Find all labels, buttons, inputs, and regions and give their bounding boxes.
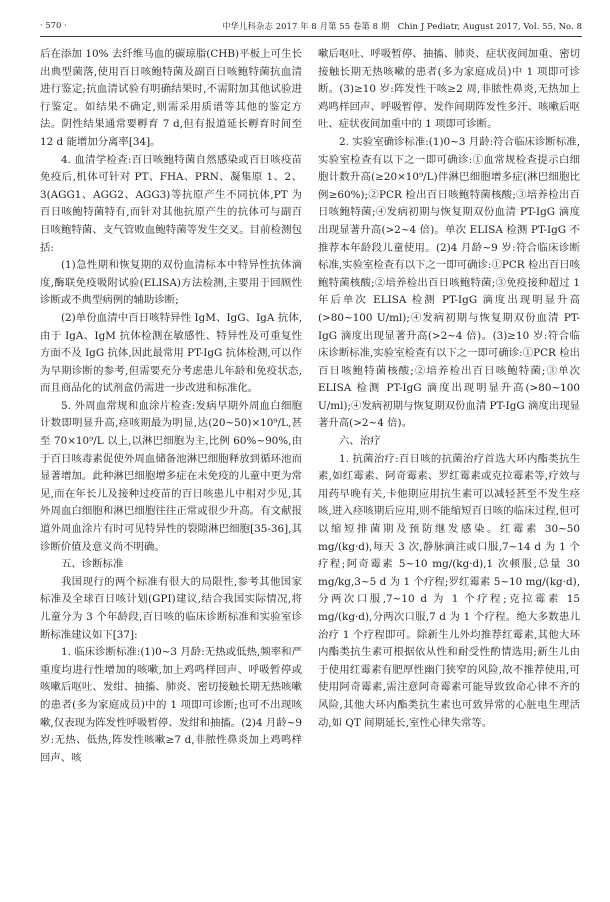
paragraph: (2)单份血清中百日咳特异性 IgM、IgG、IgA 抗体,由于 IgA、IgM 抗体检测在敏感性、特异性及可重复性方面不及 IgG 抗体,因此最常用 PT-IgG 抗体检测,可以作为早期诊断的参考,但需要充分考虑患儿年龄和免疫状态,而且商品化的试剂盒仍需进一步改进和标准化。 [40, 311, 302, 395]
paragraph: 2. 实验室确诊标准:(1)0~3 月龄:符合临床诊断标准,实验室检查有以下之一即可确诊:①血常规检查提示白细胞计数升高(≥20×10⁹/L)伴淋巴细胞增多症(淋巴细胞比例≥60%);②PCR 检出百日咳鲍特菌核酸;③培养检出百日咳鲍特菌;④发病初期与恢复期双份血清 PT-IgG 滴度出现显著升高(>2~4 倍)。单次 ELISA 检测 PT-IgG 不推荐本年龄段儿童使用。(2)4 月龄~9 岁:符合临床诊断标准,实验室检查有以下之一即可确诊:①PCR 检出百日咳鲍特菌核酸;②培养检出百日咳鲍特菌;③免疫接种超过 1 年后单次 ELISA 检测 PT-IgG 滴度出现明显升高(>80~100 U/ml);④发病初期与恢复期双份血清 PT-IgG 滴度出现显著升高(>2~4 倍)。(3)≥10 岁:符合临床诊断标准,实验室检查有以下之一即可确诊:①PCR 检出百日咳鲍特菌核酸;②培养检出百日咳鲍特菌;③单次 ELISA 检测 PT-IgG 滴度出现明显升高(>80~100 U/ml);④发病初期与恢复期双份血清 PT-IgG 滴度出现显著升高(>2~4 倍)。 [318, 135, 580, 430]
right-column [318, 46, 580, 886]
paragraph: 4. 血清学检查:百日咳鲍特菌自然感染或百日咳疫苗免疫后,机体可针对 PT、FHA、PRN、凝集原 1、2、3(AGG1、AGG2、AGG3)等抗原产生不同抗体,PT 为百日咳鲍特菌特有,而针对其他抗原产生的抗体可与副百日咳鲍特菌、支气管败血鲍特菌等发生交叉。目前检测包括: [40, 153, 302, 254]
paragraph: 1. 临床诊断标准:(1)0~3 月龄:无热或低热,频率和严重度均进行性增加的咳嗽,加上鸡鸣样回声、呼吸暂停或咳嗽后呕吐、发绀、抽搐、肺炎、密切接触长期无热咳嗽的患者(多为家庭成员)中的 1 项即可诊断;也可不出现咳嗽,仅表现为阵发性呼吸暂停、发绀和抽搐。(2)4 月龄~9 岁:无热、低热,阵发性咳嗽≥7 d,非脓性鼻炎加上鸡鸣样回声、咳 [40, 646, 302, 764]
left-column [40, 46, 302, 886]
journal-citation: 中华儿科杂志 2017 年 8 月第 55 卷第 8 期 Chin J Pediatr, August 2017, Vol. 55, No. 8 [222, 21, 582, 31]
paragraph: 后在添加 10% 去纤维马血的碳琼脂(CHB)平板上可生长出典型菌落,使用百日咳鲍特菌及副百日咳鲍特菌抗血清进行鉴定;抗血清试验有明确结果时,不需附加其他试验进行鉴定。如结果不确定,则需采用质谱等其他的鉴定方法。阴性结果通常要孵育 7 d,但有报道延长孵育时间至 12 d 能增加分离率[34]。 [40, 48, 302, 148]
section-heading-diagnosis: 五、诊断标准 [61, 558, 124, 571]
paragraph: 5. 外周血常规和血涂片检查:发病早期外周血白细胞计数即明显升高,痉咳期最为明显,达(20~50)×10⁹/L,甚至 70×10⁹/L 以上,以淋巴细胞为主,比例 60%~90%,由于百日咳毒素促使外周血储备池淋巴细胞释放到循环池而显著增加。此种淋巴细胞增多症在未免疫的儿童中更为常见,而在年长儿及接种过疫苗的百日咳患儿中相对少见,其外周血白细胞和淋巴细胞往往正常或很少升高。有文献报道外周血涂片有时可见特异性的裂隙淋巴细胞[35-36],其诊断价值及意义尚不明确。 [40, 399, 302, 553]
paragraph: (1)急性期和恢复期的双份血清标本中特异性抗体滴度,酶联免疫吸附试验(ELISA)方法检测,主要用于回顾性诊断或不典型病例的辅助诊断; [40, 259, 302, 307]
page-number: · 570 · [40, 20, 67, 30]
paragraph: 我国现行的两个标准有很大的局限性,参考其他国家标准及全球百日咳计划(GPI)建议,结合我国实际情况,将儿童分为 3 个年龄段,百日咳的临床诊断标准和实验室诊断标准建议如下[37]: [40, 575, 302, 641]
page-header [40, 18, 582, 34]
section-heading-treatment: 六、治疗 [339, 435, 381, 448]
paragraph: 1. 抗菌治疗:百日咳的抗菌治疗首选大环内酯类抗生素,如红霉素、阿奇霉素、罗红霉素或克拉霉素等,疗效与用药早晚有关,卡他期应用抗生素可以减轻甚至不发生痉咳,进入痉咳期后应用,则不能缩短百日咳的临床过程,但可以缩短排菌期及预防继发感染。红霉素 30~50 mg/(kg·d),每天 3 次,静脉滴注或口服,7~14 d 为 1 个疗程;阿奇霉素 5~10 mg/(kg·d),1 次顿服,总量 30 mg/kg,3~5 d 为 1 个疗程;罗红霉素 5~10 mg/(kg·d),分两次口服,7~10 d 为 1 个疗程;克拉霉素 15 mg/(kg·d),分两次口服,7 d 为 1 个疗程。绝大多数患儿治疗 1 个疗程即可。除新生儿外均推荐红霉素,其他大环内酯类抗生素可根据依从性和耐受性酌情选用;新生儿由于使用红霉素有肥厚性幽门狭窄的风险,故不推荐使用,可使用阿奇霉素,需注意阿奇霉素可能导致致命心律不齐的风险,其他大环内酯类抗生素也可致异常的心脏电生理活动,如 QT 间期延长,室性心律失常等。 [318, 452, 580, 729]
header-divider [40, 36, 582, 37]
paragraph: 嗽后呕吐、呼吸暂停、抽搐、肺炎、症状夜间加重、密切接触长期无热咳嗽的患者(多为家庭成员)中 1 项即可诊断。(3)≥10 岁:阵发性干咳≥2 周,非脓性鼻炎,无热加上鸡鸣样回声、呼吸暂停、发作间期阵发性多汗、咳嗽后呕吐、症状夜间加重中的 1 项即可诊断。 [318, 48, 580, 131]
